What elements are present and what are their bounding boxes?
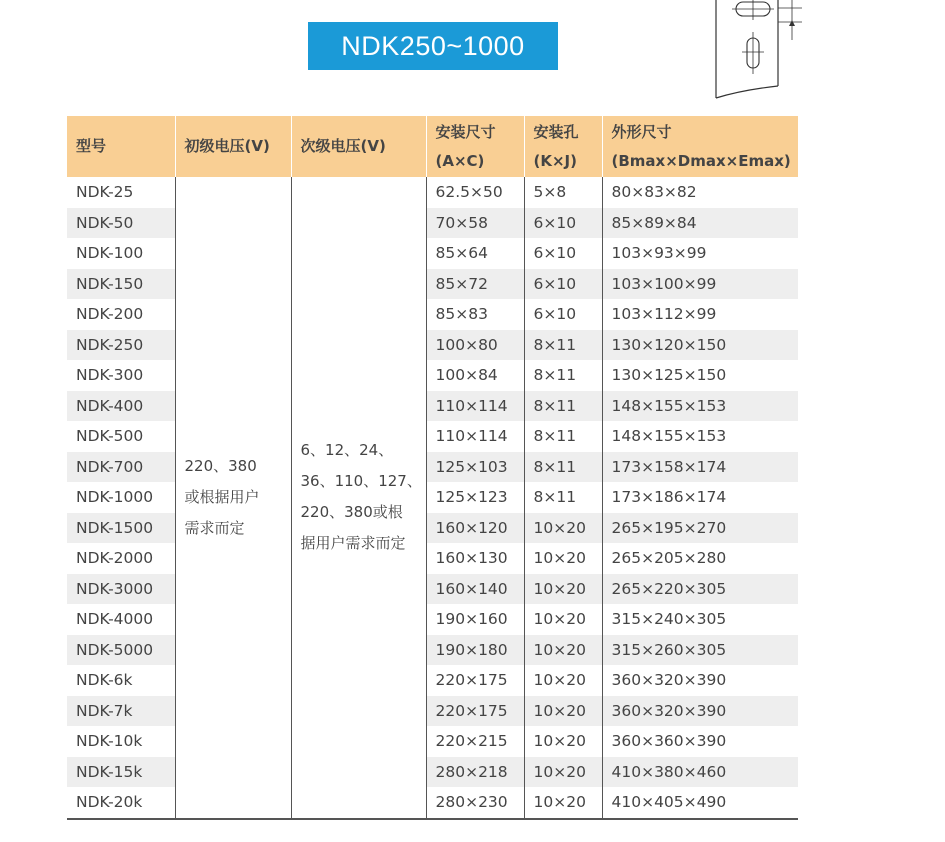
cell-mount-size: 70×58 <box>426 208 524 239</box>
header-secondary-voltage: 次级电压(V) <box>291 116 426 177</box>
cell-mount-size: 85×64 <box>426 238 524 269</box>
cell-mount-size: 160×120 <box>426 513 524 544</box>
cell-outline-size: 148×155×153 <box>602 421 798 452</box>
page-title-banner: NDK250~1000 <box>308 22 558 70</box>
cell-mount-size: 160×140 <box>426 574 524 605</box>
cell-model: NDK-5000 <box>67 635 175 666</box>
cell-mount-hole: 8×11 <box>524 421 602 452</box>
header-row <box>67 116 798 177</box>
secondary-voltage-line: 据用户需求而定 <box>300 534 406 553</box>
cell-outline-size: 360×320×390 <box>602 665 798 696</box>
cell-mount-hole: 10×20 <box>524 726 602 757</box>
cell-mount-hole: 10×20 <box>524 604 602 635</box>
cell-mount-hole: 10×20 <box>524 543 602 574</box>
cell-mount-size: 125×123 <box>426 482 524 513</box>
cell-model: NDK-3000 <box>67 574 175 605</box>
cell-outline-size: 130×125×150 <box>602 360 798 391</box>
header-mount-hole <box>524 116 602 177</box>
cell-model: NDK-250 <box>67 330 175 361</box>
cell-mount-size: 160×130 <box>426 543 524 574</box>
cell-outline-size: 103×93×99 <box>602 238 798 269</box>
cell-outline-size: 148×155×153 <box>602 391 798 422</box>
cell-model: NDK-7k <box>67 696 175 727</box>
cell-outline-size: 173×158×174 <box>602 452 798 483</box>
table-row <box>67 177 798 208</box>
spec-table <box>67 116 798 820</box>
cell-mount-size: 110×114 <box>426 391 524 422</box>
header-mount-size-line1: 安装尺寸 <box>435 122 496 141</box>
cell-outline-size: 360×360×390 <box>602 726 798 757</box>
cell-mount-hole: 8×11 <box>524 482 602 513</box>
secondary-voltage-line: 220、380或根 <box>300 503 403 522</box>
cell-mount-hole: 10×20 <box>524 665 602 696</box>
cell-mount-size: 280×230 <box>426 787 524 819</box>
cell-mount-hole: 10×20 <box>524 787 602 819</box>
header-model: 型号 <box>67 116 175 177</box>
primary-voltage-line: 220、380 <box>184 456 257 475</box>
cell-outline-size: 360×320×390 <box>602 696 798 727</box>
cell-mount-size: 190×160 <box>426 604 524 635</box>
cell-primary-voltage <box>175 177 291 819</box>
header-outline-line2: (Bmax×Dmax×Emax) <box>611 151 791 170</box>
cell-outline-size: 410×405×490 <box>602 787 798 819</box>
cell-mount-hole: 6×10 <box>524 238 602 269</box>
cell-mount-size: 100×80 <box>426 330 524 361</box>
cell-mount-hole: 6×10 <box>524 269 602 300</box>
cell-model: NDK-6k <box>76 671 133 689</box>
cell-model: NDK-500 <box>76 427 144 445</box>
cell-mount-hole: 10×20 <box>524 635 602 666</box>
cell-mount-hole: 8×11 <box>524 452 602 483</box>
cell-mount-size: 62.5×50 <box>426 177 524 208</box>
cell-model: NDK-300 <box>76 366 144 384</box>
cell-outline-size: 85×89×84 <box>602 208 798 239</box>
cell-mount-hole: 8×11 <box>524 391 602 422</box>
cell-mount-hole: 5×8 <box>524 177 602 208</box>
cell-mount-size: 125×103 <box>426 452 524 483</box>
secondary-voltage-line: 36、110、127、 <box>300 472 422 491</box>
cell-secondary-voltage <box>291 177 426 819</box>
cell-model: NDK-4000 <box>76 610 154 628</box>
cell-outline-size: 103×112×99 <box>602 299 798 330</box>
cell-mount-size: 110×114 <box>426 421 524 452</box>
header-mount-size-line2: (A×C) <box>435 151 485 170</box>
cell-mount-size: 280×218 <box>426 757 524 788</box>
cell-outline-size: 315×240×305 <box>602 604 798 635</box>
cell-outline-size: 80×83×82 <box>602 177 798 208</box>
transformer-drawing-icon <box>712 0 812 102</box>
cell-mount-hole: 6×10 <box>524 208 602 239</box>
cell-mount-size: 100×84 <box>426 360 524 391</box>
cell-mount-hole: 10×20 <box>524 757 602 788</box>
cell-outline-size: 410×380×460 <box>602 757 798 788</box>
cell-outline-size: 265×205×280 <box>602 543 798 574</box>
cell-mount-size: 220×215 <box>426 726 524 757</box>
cell-mount-size: 190×180 <box>426 635 524 666</box>
cell-model: NDK-1500 <box>67 513 175 544</box>
cell-outline-size: 130×120×150 <box>602 330 798 361</box>
cell-mount-size: 85×72 <box>426 269 524 300</box>
cell-outline-size: 265×220×305 <box>602 574 798 605</box>
cell-model: NDK-20k <box>67 787 175 819</box>
cell-model: NDK-150 <box>67 269 175 300</box>
primary-voltage-line: 需求而定 <box>184 518 245 537</box>
cell-mount-size: 220×175 <box>426 665 524 696</box>
header-mount-hole-line2: (K×J) <box>533 151 577 170</box>
cell-model: NDK-2000 <box>76 549 154 567</box>
cell-mount-size: 85×83 <box>426 299 524 330</box>
cell-mount-hole: 10×20 <box>524 574 602 605</box>
cell-mount-size: 220×175 <box>426 696 524 727</box>
cell-model: NDK-100 <box>76 244 144 262</box>
cell-model: NDK-700 <box>67 452 175 483</box>
cell-outline-size: 103×100×99 <box>602 269 798 300</box>
cell-mount-hole: 8×11 <box>524 330 602 361</box>
cell-mount-hole: 10×20 <box>524 696 602 727</box>
cell-model: NDK-1000 <box>76 488 154 506</box>
cell-mount-hole: 6×10 <box>524 299 602 330</box>
cell-mount-hole: 8×11 <box>524 360 602 391</box>
cell-outline-size: 315×260×305 <box>602 635 798 666</box>
cell-model: NDK-25 <box>76 183 134 201</box>
header-mount-size <box>426 116 524 177</box>
cell-outline-size: 265×195×270 <box>602 513 798 544</box>
cell-model: NDK-15k <box>67 757 175 788</box>
header-primary-voltage: 初级电压(V) <box>175 116 291 177</box>
header-outline-size <box>602 116 798 177</box>
cell-model: NDK-400 <box>67 391 175 422</box>
secondary-voltage-line: 6、12、24、 <box>300 441 394 460</box>
cell-model: NDK-50 <box>67 208 175 239</box>
header-outline-line1: 外形尺寸 <box>611 122 672 141</box>
cell-model: NDK-200 <box>76 305 144 323</box>
header-mount-hole-line1: 安装孔 <box>533 122 579 141</box>
primary-voltage-line: 或根据用户 <box>184 487 260 506</box>
cell-mount-hole: 10×20 <box>524 513 602 544</box>
cell-outline-size: 173×186×174 <box>602 482 798 513</box>
cell-model: NDK-10k <box>76 732 143 750</box>
